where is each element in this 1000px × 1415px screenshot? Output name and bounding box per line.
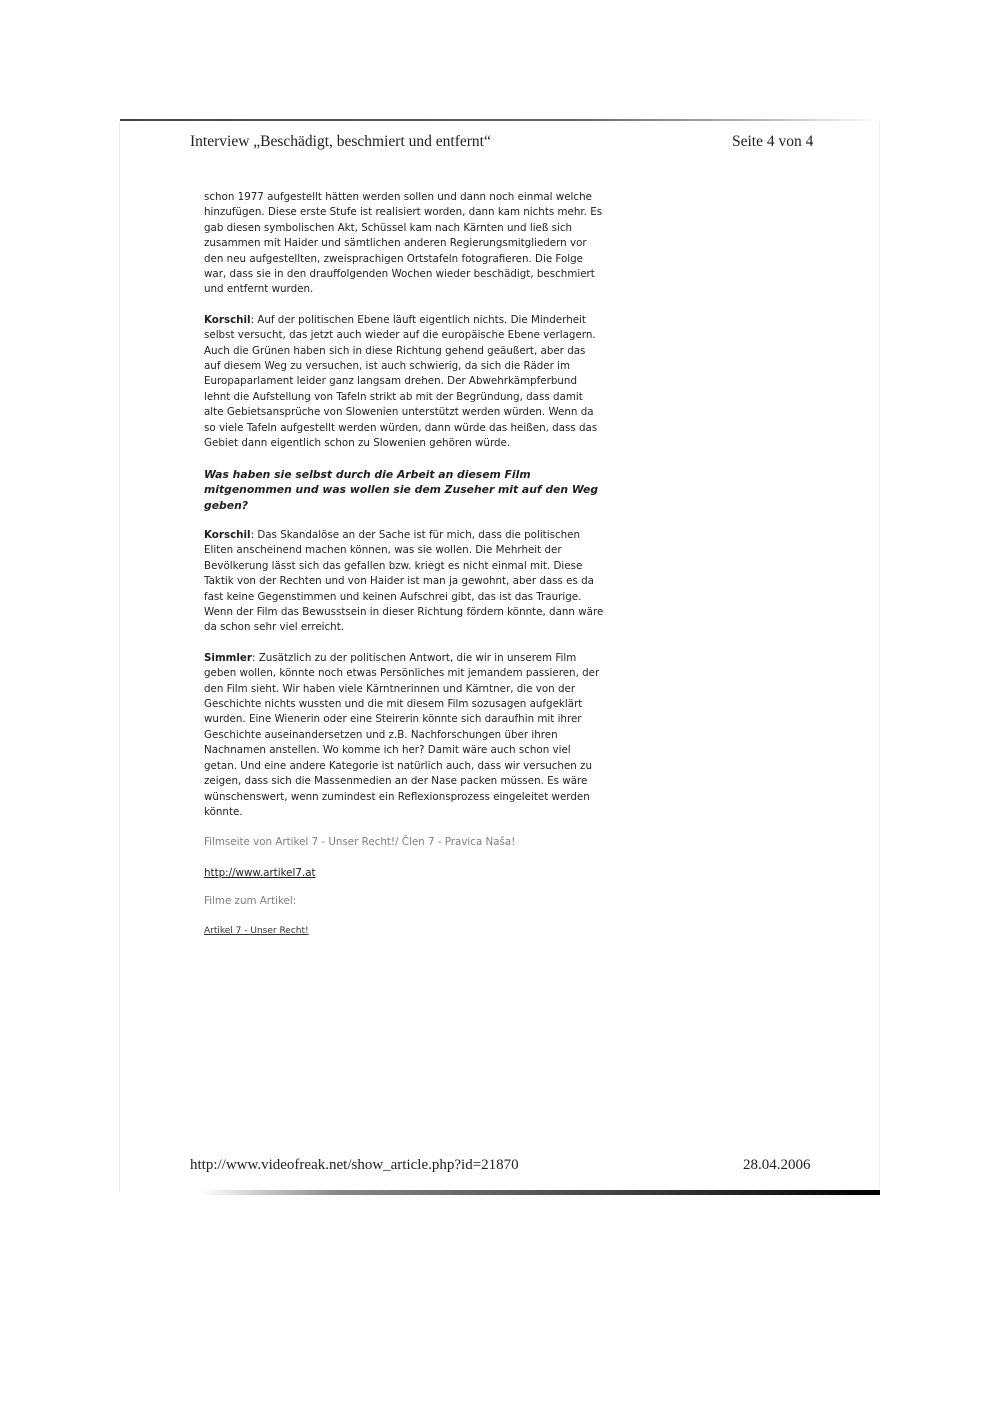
related-films-heading: Filme zum Artikel: [204,895,297,908]
answer-text: : Zusätzlich zu der politischen Antwort, die wir in unserem Film geben wollen, könnte noch etwas Persönliches mit jemandem passieren, der den Film sieht. Wir haben viele Kärntnerinnen und Kärntner, die von der Geschichte nichts wussten und die mit diesem Film sozusagen aufgeklärt wurden. Eine Wienerin oder eine Steirerin könnte sich daraufhin mit ihrer Geschichte auseinandersetzen und z.B. Nachforschungen über ihren Nachnamen anstellen. Wo komme ich her? Damit wäre auch schon viel getan. Und eine andere Kategorie ist natürlich auch, dass wir versuchen zu zeigen, dass sich die Massenmedien an der Nase packen müssen. Es wäre wünschenswert, wenn zumindest ein Reflexionsprozess eingeleitet werden könnte. [204,651,600,818]
filmsite-label: Filmseite von Artikel 7 - Unser Recht!/ Člen 7 - Pravica Naša! [204,836,516,849]
speaker-name: Korschil [204,313,251,326]
answer-paragraph-2 [204,528,604,636]
related-film-link[interactable]: Artikel 7 - Unser Recht! [204,926,309,937]
scan-edge-right [879,122,880,1192]
answer-paragraph-1 [204,313,604,452]
filmsite-link[interactable]: http://www.artikel7.at [204,866,316,879]
answer-text: : Das Skandalöse an der Sache ist für mich, dass die politischen Eliten anscheinend machen können, was sie wollen. Die Mehrheit der Bevölkerung lässt sich das gefallen bzw. kriegt es nicht einmal mit. Diese Taktik von der Rechten und von Haider ist man ja gewohnt, aber dass es da fast keine Gegenstimmen und keinen Aufschrei gibt, das ist das Traurige. Wenn der Film das Bewusstsein in dieser Richtung fördern könnte, dann wäre da schon sehr viel erreicht. [204,529,604,634]
scan-edge-bottom [200,1190,880,1195]
scan-edge-top [120,119,880,121]
answer-text: : Auf der politischen Ebene läuft eigentlich nichts. Die Minderheit selbst versucht, das jetzt auch wieder auf die europäische Ebene verlagern. Auch die Grünen haben sich in diese Richtung gehend geäußert, aber das auf diesem Weg zu versuchen, ist auch schwierig, da sich die Räder im Europaparlament leider ganz langsam drehen. Der Abwehrkämpferbund lehnt die Aufstellung von Tafeln strikt ab mit der Begründung, dass damit alte Gebietsansprüche von Slowenien unterstützt werden würden. Wenn da so viele Tafeln aufgestellt werden würden, dann würde das heißen, dass das Gebiet dann eigentlich schon zu Slowenien gehören würde. [204,313,598,450]
article-body [204,190,604,939]
page-header-title: Interview „Beschädigt, beschmiert und entfernt“ [190,133,491,150]
answer-paragraph-3 [204,651,604,820]
footer-date: 28.04.2006 [743,1157,811,1173]
footer-url: http://www.videofreak.net/show_article.php?id=21870 [190,1157,519,1173]
scan-edge-left [119,122,120,1192]
interview-question: Was haben sie selbst durch die Arbeit an diesem Film mitgenommen und was wollen sie dem Zuseher mit auf den Weg geben? [204,467,599,512]
page-header-page-indicator: Seite 4 von 4 [732,133,814,150]
speaker-name: Korschil [204,529,251,541]
paragraph-intro: schon 1977 aufgestellt hätten werden sollen und dann noch einmal welche hinzufügen. Diese erste Stufe ist realisiert worden, dann kam nichts mehr. Es gab diesen symbolischen Akt, Schüssel kam nach Kärnten und ließ sich zusammen mit Haider und sämtlichen anderen Regierungsmitgliedern vor den neu aufgestellten, zweisprachigen Ortstafeln fotografieren. Die Folge war, dass sie in den drauffolgenden Wochen wieder beschädigt, beschmiert und entfernt wurden. [204,191,603,296]
speaker-name: Simmler [204,651,252,664]
